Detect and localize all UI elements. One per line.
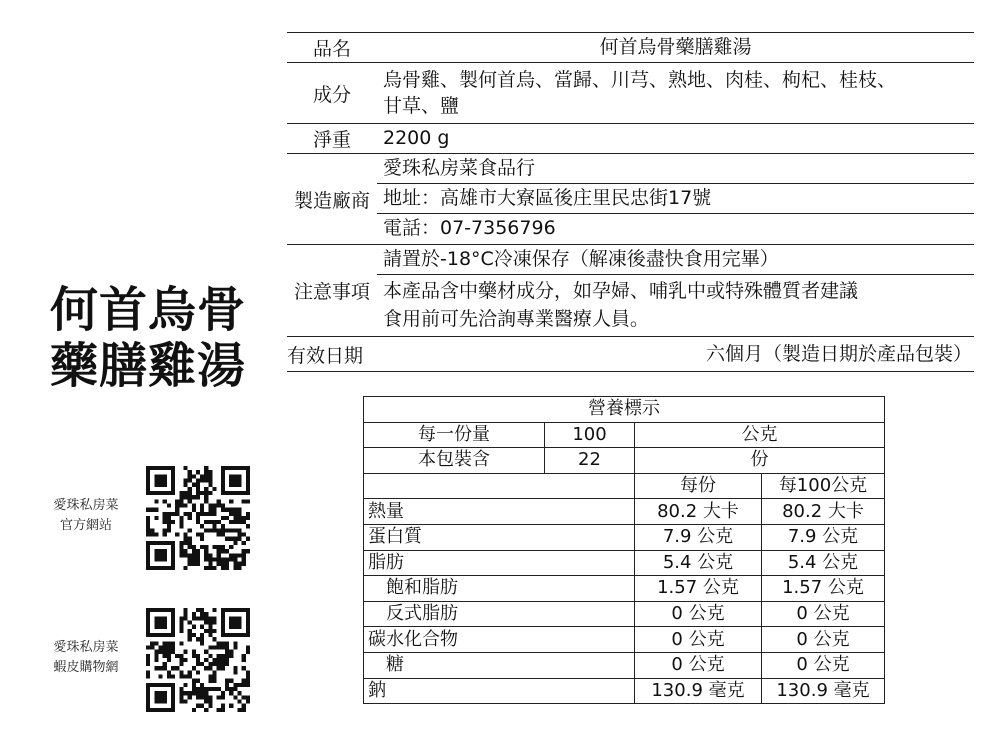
nutrition-row: [364, 652, 885, 678]
nutrient-name: 糖: [364, 652, 635, 678]
weight-label: 淨重: [312, 129, 351, 151]
nutrition-row: [364, 627, 885, 653]
nutrient-per-serving: 1.57 公克: [635, 576, 762, 602]
qr1-label-line-1: 愛珠私房菜: [53, 498, 119, 513]
ingredients-line-1: 烏骨雞、製何首烏、當歸、川芎、熟地、肉桂、枸杞、桂枝、: [383, 69, 897, 91]
nutrient-per-100g: 0 公克: [762, 652, 885, 678]
qr2-label-line-2: 蝦皮購物網: [53, 660, 119, 675]
nutrient-per-100g: 1.57 公克: [762, 576, 885, 602]
nutrition-row: [364, 499, 885, 525]
notes-warning-line-2: 食用前可先洽詢專業醫療人員。: [383, 308, 650, 330]
header-blank: [364, 473, 635, 499]
package-value: 22: [545, 448, 635, 474]
nutrient-per-serving: 7.9 公克: [635, 524, 762, 550]
nutrient-name: 碳水化合物: [364, 627, 635, 653]
col-per-100: 每100公克: [762, 473, 885, 499]
maker-label: 製造廠商: [293, 189, 370, 212]
qr-code-icon[interactable]: [146, 608, 250, 712]
nutrient-per-serving: 0 公克: [635, 601, 762, 627]
nutrient-name: 飽和脂肪: [364, 576, 635, 602]
nutrient-name: 反式脂肪: [364, 601, 635, 627]
nutrient-per-100g: 80.2 大卡: [762, 499, 885, 525]
qr-label-shopee: [36, 638, 136, 678]
nutrition-row: [364, 524, 885, 550]
maker-address: 地址：高雄市大寮區後庄里民忠街17號: [377, 184, 974, 214]
nutrition-row: [364, 576, 885, 602]
product-info-table: [287, 32, 974, 372]
nutrient-name: 蛋白質: [364, 524, 635, 550]
nutrient-per-100g: 7.9 公克: [762, 524, 885, 550]
col-per-serving: 每份: [635, 473, 762, 499]
product-title-line-2: 藥膳雞湯: [50, 338, 247, 394]
nutrient-per-serving: 5.4 公克: [635, 550, 762, 576]
serving-unit: 公克: [635, 422, 885, 448]
nutrient-per-serving: 0 公克: [635, 627, 762, 653]
product-title-line-1: 何首烏骨: [50, 282, 247, 338]
expiry-label: 有效日期: [287, 344, 364, 367]
nutrition-row: [364, 678, 885, 704]
product-title: [50, 282, 250, 394]
qr2-label-line-1: 愛珠私房菜: [53, 640, 119, 655]
notes-warning-line-1: 本產品含中藥材成分，如孕婦、哺乳中或特殊體質者建議: [383, 280, 859, 302]
nutrition-title: 營養標示: [364, 397, 885, 423]
nutrient-name: 脂肪: [364, 550, 635, 576]
ingredients-line-2: 甘草、鹽: [383, 95, 460, 117]
weight-value: 2200 g: [383, 127, 450, 149]
nutrient-per-serving: 80.2 大卡: [635, 499, 762, 525]
ingredients-label: 成分: [312, 83, 351, 106]
nutrient-name: 鈉: [364, 678, 635, 704]
nutrient-per-100g: 130.9 毫克: [762, 678, 885, 704]
name-label: 品名: [312, 38, 351, 60]
nutrient-per-serving: 0 公克: [635, 652, 762, 678]
expiry-value: 六個月（製造日期於產品包裝）: [705, 343, 972, 365]
nutrient-per-100g: 0 公克: [762, 627, 885, 653]
qr-label-official-site: [36, 496, 136, 536]
nutrition-table: [363, 396, 885, 704]
notes-label: 注意事項: [293, 281, 370, 303]
package-unit: 份: [635, 448, 885, 474]
notes-storage: 請置於-18°C冷凍保存（解凍後盡快食用完畢）: [377, 245, 974, 275]
nutrient-per-100g: 5.4 公克: [762, 550, 885, 576]
package-label: 本包裝含: [364, 448, 545, 474]
qr-code-icon[interactable]: [146, 466, 250, 570]
qr1-label-line-2: 官方網站: [59, 518, 112, 533]
nutrition-row: [364, 601, 885, 627]
nutrition-row: [364, 550, 885, 576]
serving-label: 每一份量: [364, 422, 545, 448]
nutrient-name: 熱量: [364, 499, 635, 525]
name-value: 何首烏骨藥膳雞湯: [599, 36, 752, 58]
maker-phone: 電話：07-7356796: [383, 217, 556, 239]
nutrient-per-serving: 130.9 毫克: [635, 678, 762, 704]
serving-value: 100: [545, 422, 635, 448]
nutrient-per-100g: 0 公克: [762, 601, 885, 627]
maker-name: 愛珠私房菜食品行: [377, 154, 974, 184]
